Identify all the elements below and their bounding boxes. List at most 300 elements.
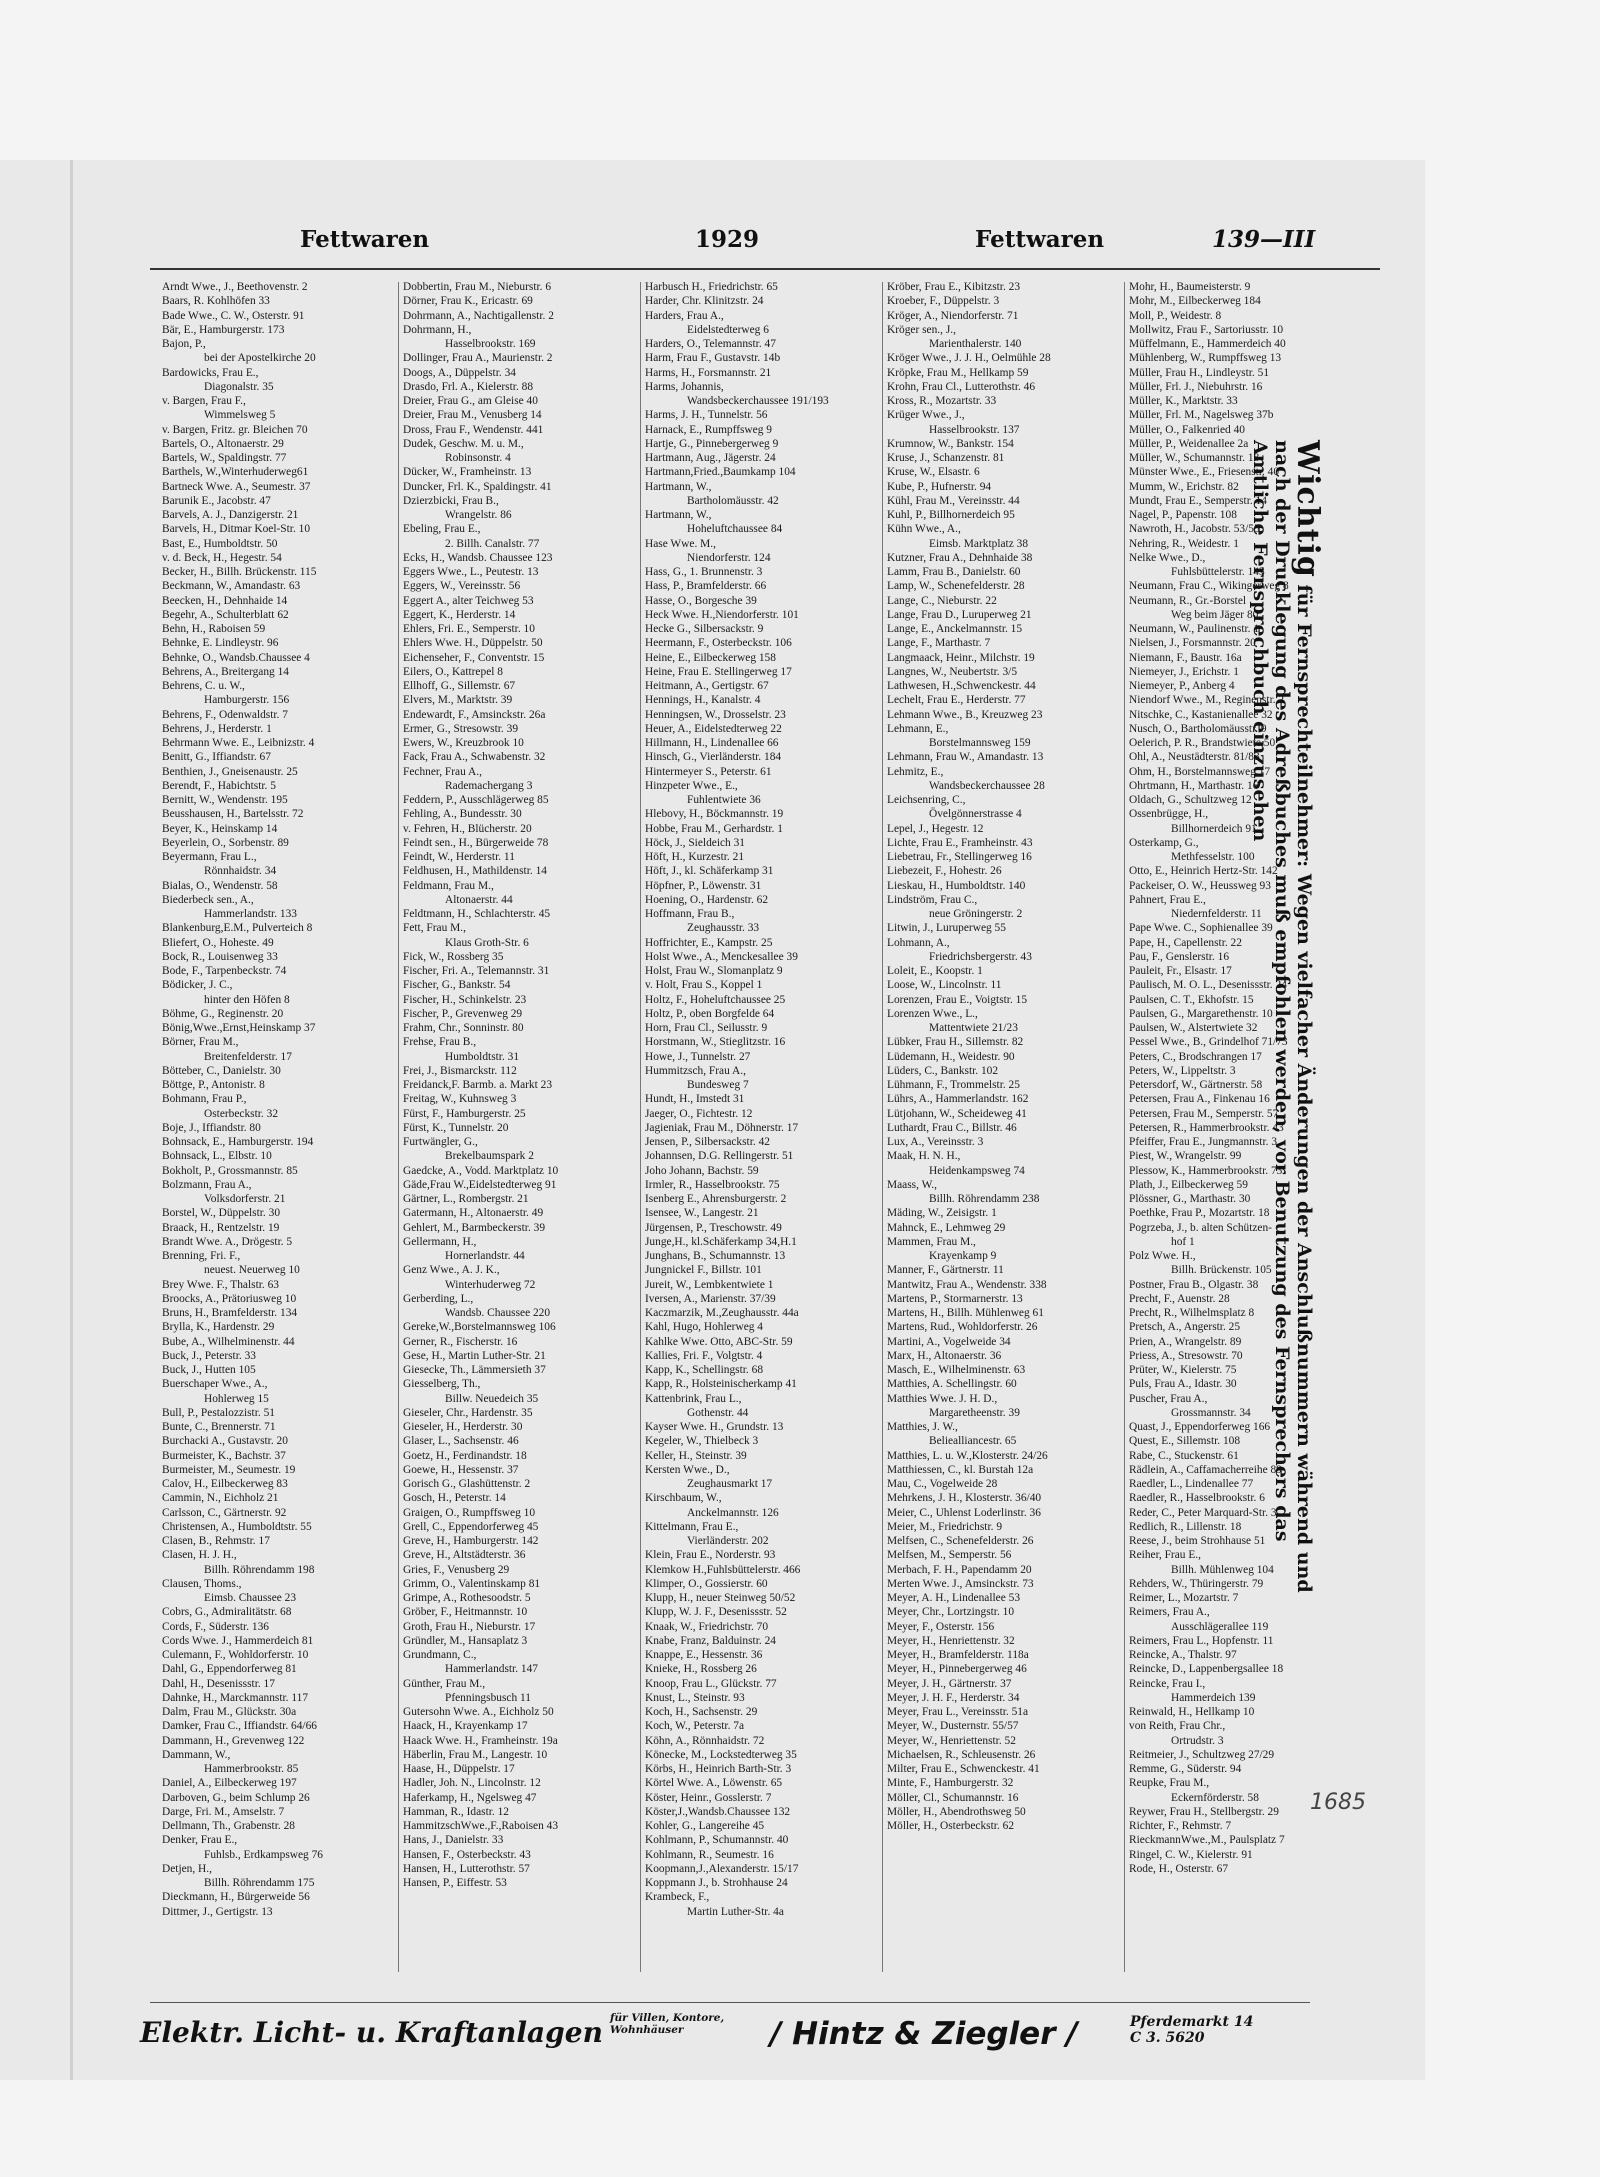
- listing-entry: Gese, H., Martin Luther-Str. 21: [403, 1349, 546, 1362]
- listing-entry: Harnack, E., Rumpffsweg 9: [645, 423, 772, 436]
- listing-entry: Hoffrichter, E., Kampstr. 25: [645, 936, 773, 949]
- listing-entry: Borstel, W., Düppelstr. 30: [162, 1207, 281, 1220]
- listing-entry: Zeughausmarkt 17: [687, 1478, 773, 1490]
- listing-entry: Kohlmann, R., Seumestr. 16: [645, 1848, 774, 1861]
- listing-entry: Wandsbeckerchaussee 191/193: [687, 395, 829, 407]
- listing-entry: Nusch, O., Bartholomäusstr. 9: [1129, 722, 1267, 735]
- listing-entry: Hartmann, W.,: [645, 480, 712, 493]
- listing-entry: Bohnsack, L., Elbstr. 10: [162, 1150, 272, 1163]
- listing-entry: Pauleit, Fr., Elsastr. 17: [1129, 965, 1232, 977]
- listing-entry: Cords, F., Süderstr. 136: [162, 1620, 269, 1633]
- listing-entry: Loose, W., Lincolnstr. 11: [887, 979, 1002, 992]
- listing-entry: Greve, H., Altstädterstr. 36: [403, 1549, 526, 1562]
- listing-entry: Bötteber, C., Danielstr. 30: [162, 1064, 281, 1077]
- listing-entry: Reywer, Frau H., Stellbergstr. 29: [1129, 1805, 1279, 1818]
- listing-entry: Reimers, Frau A.,: [1129, 1606, 1210, 1619]
- header-left-title: Fettwaren: [300, 226, 430, 253]
- listing-entry: Goetz, H., Ferdinandstr. 18: [403, 1449, 527, 1462]
- listing-entry: Maass, W.,: [887, 1178, 937, 1191]
- listing-entry: Hans, J., Danielstr. 33: [403, 1834, 504, 1847]
- listing-entry: Ewers, W., Kreuzbrook 10: [403, 737, 524, 749]
- listing-entry: Fischer, H., Schinkelstr. 23: [403, 993, 527, 1006]
- listing-entry: Lüders, C., Bankstr. 102: [887, 1064, 999, 1077]
- listing-entry: Bohmann, Frau P.,: [162, 1093, 247, 1106]
- side-notice-body: für Fernsprechteilnehmer: Wegen vielfacher Änderungen der Anschlußnummern während und nach der Drucklegung des Adreßbuches muß empfohlen werden, vor Benutzung des Fernsprechers das Amtliche Fernsprechbuch einzusehen: [1249, 440, 1315, 1593]
- listing-entry: Hinsch, G., Vierländerstr. 184: [645, 751, 782, 764]
- listing-entry: Niendorf Wwe., M., Reginenstr. 2: [1129, 694, 1285, 707]
- listing-entry: Reimers, Frau L., Hopfenstr. 11: [1129, 1634, 1274, 1647]
- listing-entry: Greve, H., Hamburgerstr. 142: [403, 1535, 539, 1547]
- listing-entry: neuest. Neuerweg 10: [204, 1264, 300, 1277]
- listing-entry: Fechner, Frau A.,: [403, 765, 482, 778]
- listing-entry: Marienthalerstr. 140: [929, 338, 1022, 350]
- listing-entry: Barthels, W.,Winterhuderweg61: [162, 466, 309, 479]
- listing-entry: Detjen, H.,: [162, 1862, 212, 1875]
- listing-entry: Ohl, A., Neustädterstr. 81/83: [1129, 751, 1260, 764]
- listing-entry: Körtel Wwe. A., Löwenstr. 65: [645, 1777, 783, 1790]
- listing-entry: Langmaack, Heinr., Milchstr. 19: [887, 651, 1035, 664]
- listing-entry: Reiher, Frau E.,: [1129, 1549, 1201, 1562]
- listing-entry: Neumann, R., Gr.-Borstel: [1129, 594, 1247, 607]
- listing-entry: Lehmann, E.,: [887, 722, 949, 735]
- listing-entry: Hass, P., Bramfelderstr. 66: [645, 580, 767, 593]
- listing-entry: Winterhuderweg 72: [445, 1278, 536, 1291]
- listing-entry: Frahm, Chr., Sonninstr. 80: [403, 1022, 524, 1034]
- listing-entry: Harders, O., Telemannstr. 47: [645, 338, 776, 350]
- listing-entry: bei der Apostelkirche 20: [204, 352, 316, 365]
- listing-entry: Hass, G., 1. Brunnenstr. 3: [645, 566, 763, 578]
- listing-entry: v. Bargen, Frau F.,: [162, 395, 246, 407]
- footer-address-line2: C 3. 5620: [1130, 2030, 1205, 2046]
- listing-entry: Mattentwiete 21/23: [929, 1022, 1018, 1034]
- listing-entry: Frehse, Frau B.,: [403, 1036, 477, 1049]
- listing-entry: Endewardt, F., Amsinckstr. 26a: [403, 708, 546, 721]
- listing-entry: Raedler, L., Lindenallee 77: [1129, 1478, 1254, 1490]
- footer-address-line1: Pferdemarkt 14: [1130, 2014, 1254, 2030]
- listing-entry: Genz Wwe., A. J. K.,: [403, 1264, 500, 1277]
- listing-entry: Bartholomäusstr. 42: [687, 494, 779, 507]
- listing-entry: Bartels, O., Altonaerstr. 29: [162, 437, 284, 450]
- listing-entry: Keller, H., Steinstr. 39: [645, 1449, 747, 1462]
- listing-entry: Ehlers Wwe. H., Düppelstr. 50: [403, 637, 543, 650]
- listing-entry: Lieskau, H., Humboldtstr. 140: [887, 879, 1026, 892]
- footer-firm-name: / Hintz & Ziegler /: [770, 2016, 1078, 2052]
- listing-entry: Pape Wwe. C., Sophienallee 39: [1129, 922, 1273, 935]
- side-notice: [1249, 440, 1325, 1593]
- listing-entry: Buerschaper Wwe., A.,: [162, 1378, 268, 1391]
- listing-entry: Altonaerstr. 44: [445, 893, 513, 906]
- listing-entry: Martens, Rud., Wohldorferstr. 26: [887, 1321, 1038, 1334]
- listing-entry: Calov, H., Eilbeckerweg 83: [162, 1478, 288, 1490]
- listing-entry: Fett, Frau M.,: [403, 922, 466, 935]
- listing-entry: Lorenzen, Frau E., Voigtstr. 15: [887, 993, 1028, 1006]
- listing-entry: Pessel Wwe., B., Grindelhof 71/73: [1129, 1036, 1288, 1049]
- listing-entry: Ohrtmann, H., Marthastr. 16: [1129, 779, 1259, 792]
- listing-entry: Ortrudstr. 3: [1171, 1734, 1224, 1747]
- listing-entry: Richter, F., Rehmstr. 7: [1129, 1820, 1232, 1832]
- listing-entry: Isenberg E., Ahrensburgerstr. 2: [645, 1193, 787, 1205]
- listing-entry: Feddern, P., Ausschlägerweg 85: [403, 794, 549, 806]
- listing-entry: Dellmann, Th., Grabenstr. 28: [162, 1820, 295, 1832]
- listing-entry: Bube, A., Wilhelminenstr. 44: [162, 1335, 295, 1348]
- listing-entry: Eggert, K., Herderstr. 14: [403, 608, 516, 621]
- listing-entry: Jensen, P., Silbersackstr. 42: [645, 1136, 770, 1148]
- listing-entry: Bade Wwe., C. W., Osterstr. 91: [162, 309, 305, 322]
- listing-entry: Glaser, L., Sachsenstr. 46: [403, 1435, 519, 1448]
- listing-entry: Duncker, Frl. K., Spaldingstr. 41: [403, 480, 552, 493]
- listing-entry: Wrangelstr. 86: [445, 509, 512, 521]
- footer-rule: [150, 2002, 1310, 2003]
- listing-entry: Dross, Frau F., Wendenstr. 441: [403, 423, 544, 436]
- listing-entry: Braack, H., Rentzelstr. 19: [162, 1221, 280, 1234]
- listing-entry: Lehmann, Frau W., Amandastr. 13: [887, 751, 1044, 764]
- listing-entry: Billh. Mühlenweg 104: [1171, 1563, 1274, 1576]
- listing-entry: Bartneck Wwe. A., Seumestr. 37: [162, 480, 311, 493]
- listing-entry: Böhme, G., Reginenstr. 20: [162, 1007, 284, 1020]
- listing-entry: Precht, R., Wilhelmsplatz 8: [1129, 1307, 1255, 1319]
- listing-entry: Wimmelsweg 5: [204, 409, 276, 422]
- listing-entry: Kahlke Wwe. Otto, ABC-Str. 59: [645, 1335, 793, 1348]
- listing-entry: Heine, E., Eilbeckerweg 158: [645, 651, 776, 664]
- listing-entry: Heck Wwe. H.,Niendorferstr. 101: [645, 608, 799, 621]
- listing-entry: Knieke, H., Rossberg 26: [645, 1663, 757, 1676]
- listing-entry: Reincke, Frau I.,: [1129, 1677, 1206, 1690]
- listing-entry: Hasselbrookstr. 169: [445, 338, 536, 350]
- column-divider: [398, 282, 399, 1972]
- listing-entry: Otto, E., Heinrich Hertz-Str. 142: [1129, 865, 1278, 878]
- listing-entry: Minte, F., Hamburgerstr. 32: [887, 1777, 1014, 1790]
- listing-entry: Lehmann Wwe., B., Kreuzweg 23: [887, 708, 1043, 721]
- listing-entry: Hasse, O., Borgesche 39: [645, 594, 757, 607]
- listing-entry: Carlsson, C., Gärtnerstr. 92: [162, 1506, 287, 1519]
- listing-entry: Meyer, J. H. F., Herderstr. 34: [887, 1691, 1020, 1704]
- listing-entry: Jureit, W., Lembkentwiete 1: [645, 1278, 774, 1291]
- listing-entry: Möller, H., Abendrothsweg 50: [887, 1805, 1026, 1818]
- listing-entry: Giesecke, Th., Lämmersieth 37: [403, 1364, 546, 1376]
- listing-entry: Poethke, Frau P., Mozartstr. 18: [1129, 1207, 1270, 1220]
- listing-entry: Berendt, F., Habichtstr. 5: [162, 779, 276, 792]
- listing-entry: Kersten Wwe., D.,: [645, 1463, 730, 1476]
- listing-entry: Meyer, J. H., Gärtnerstr. 37: [887, 1677, 1012, 1690]
- listing-entry: Maak, H. N. H.,: [887, 1150, 961, 1163]
- listing-entry: Dammann, H., Grevenweg 122: [162, 1734, 305, 1747]
- listing-entry: Martin Luther-Str. 4a: [687, 1905, 784, 1918]
- listing-entry: Anckelmannstr. 126: [687, 1506, 779, 1519]
- listing-entry: Reinwald, H., Hellkamp 10: [1129, 1706, 1255, 1718]
- listing-entry: Billh. Brückenstr. 105: [1171, 1264, 1272, 1277]
- listing-entry: hinter den Höfen 8: [204, 993, 290, 1006]
- listing-entry: Clasen, B., Rehmstr. 17: [162, 1535, 270, 1547]
- listing-entry: Eidelstedterweg 6: [687, 323, 769, 336]
- listing-entry: Knappe, E., Hessenstr. 36: [645, 1649, 763, 1661]
- listing-entry: Möller, H., Osterbeckstr. 62: [887, 1820, 1015, 1832]
- listing-entry: Peters, W., Lippeltstr. 3: [1129, 1064, 1236, 1077]
- listing-entry: Hartmann,Fried.,Baumkamp 104: [645, 466, 796, 479]
- listing-entry: Ermer, G., Stresowstr. 39: [403, 722, 519, 735]
- listing-entry: Könecke, M., Lockstedterweg 35: [645, 1748, 797, 1761]
- listing-entry: Eggert A., alter Teichweg 53: [403, 594, 534, 607]
- listing-entry: Barvels, A. J., Danzigerstr. 21: [162, 509, 299, 521]
- header-right-title: Fettwaren: [975, 226, 1105, 253]
- footer-service-text: Elektr. Licht- u. Kraftanlagen: [140, 2016, 603, 2049]
- listing-entry: Martini, A., Vogelweide 34: [887, 1335, 1011, 1348]
- listing-entry: Martens, P., Stormarnerstr. 13: [887, 1292, 1023, 1305]
- listing-entry: v. d. Beck, H., Hegestr. 54: [162, 551, 282, 564]
- listing-entry: Kallies, Fri. F., Volgtstr. 4: [645, 1349, 763, 1362]
- listing-entry: Osterkamp, G.,: [1129, 836, 1199, 849]
- listing-entry: Hammerbrookstr. 85: [204, 1763, 299, 1775]
- listing-entry: Hammerlandstr. 133: [204, 908, 298, 920]
- listing-entry: Feldtmann, H., Schlachterstr. 45: [403, 908, 551, 920]
- listing-entry: Kuhl, P., Billhornerdeich 95: [887, 509, 1015, 521]
- listing-entry: Niedernfelderstr. 11: [1171, 908, 1262, 920]
- listing-entry: Grimm, O., Valentinskamp 81: [403, 1577, 541, 1590]
- listing-entry: Postner, Frau B., Olgastr. 38: [1129, 1278, 1259, 1291]
- listing-entry: Ecks, H., Wandsb. Chaussee 123: [403, 551, 553, 564]
- listing-entry: Fuhlsb., Erdkampsweg 76: [204, 1848, 323, 1861]
- listing-entry: Gosch, H., Peterstr. 14: [403, 1492, 506, 1505]
- listing-entry: Grimpe, A., Rothesoodstr. 5: [403, 1592, 531, 1604]
- listing-entry: Hoffmann, Frau B.,: [645, 908, 735, 920]
- listing-entry: Müller, O., Falkenried 40: [1129, 423, 1245, 436]
- listing-entry: Pahnert, Frau E.,: [1129, 893, 1206, 906]
- listing-entry: Billw. Neuedeich 35: [445, 1392, 539, 1405]
- listing-entry: Litwin, J., Luruperweg 55: [887, 922, 1006, 935]
- listing-entry: Krohn, Frau Cl., Lutterothstr. 46: [887, 380, 1036, 393]
- listing-entry: Holst Wwe., A., Menckesallee 39: [645, 950, 798, 963]
- listing-entry: Hansen, H., Lutterothstr. 57: [403, 1862, 530, 1875]
- listing-entry: Meier, M., Friedrichstr. 9: [887, 1520, 1003, 1533]
- listing-entry: Begehr, A., Schulterblatt 62: [162, 608, 289, 621]
- listing-entry: v. Bargen, Fritz. gr. Bleichen 70: [162, 423, 308, 436]
- listing-entry: Ohm, H., Borstelmannsweg 17: [1129, 765, 1271, 778]
- listing-entry: Polz Wwe. H.,: [1129, 1250, 1196, 1262]
- listing-entry: Eimsb. Marktplatz 38: [929, 537, 1029, 550]
- listing-entry: Niendorferstr. 124: [687, 551, 771, 564]
- listing-entry: Dahnke, H., Marckmannstr. 117: [162, 1691, 309, 1704]
- listing-entry: Müller, P., Weidenallee 2a: [1129, 437, 1249, 450]
- listing-entry: Quest, E., Sillemstr. 108: [1129, 1435, 1241, 1448]
- listing-entry: Plath, J., Eilbeckerweg 59: [1129, 1178, 1248, 1191]
- listing-column-2: [403, 280, 635, 1980]
- listing-entry: Barunik E., Jacobstr. 47: [162, 494, 271, 507]
- listing-entry: Lütjohann, W., Scheideweg 41: [887, 1107, 1027, 1120]
- listing-entry: Bär, E., Hamburgerstr. 173: [162, 323, 285, 336]
- listing-entry: Kapp, K., Schellingstr. 68: [645, 1364, 764, 1376]
- listing-entry: Buck, J., Peterstr. 33: [162, 1349, 256, 1362]
- listing-entry: Lorenzen Wwe., L.,: [887, 1007, 978, 1020]
- listing-entry: Kröger sen., J.,: [887, 323, 956, 336]
- listing-entry: Mehrkens, J. H., Klosterstr. 36/40: [887, 1492, 1042, 1505]
- listing-entry: Börner, Frau M.,: [162, 1036, 239, 1049]
- listing-entry: Dudek, Geschw. M. u. M.,: [403, 437, 524, 450]
- listing-entry: Benthien, J., Gneisenaustr. 25: [162, 765, 298, 778]
- listing-entry: Münster Wwe., E., Friesenstr. 40: [1129, 466, 1280, 479]
- listing-entry: Broocks, A., Prätoriusweg 10: [162, 1292, 297, 1305]
- listing-entry: Harm, Frau F., Gustavstr. 14b: [645, 352, 781, 365]
- listing-entry: Rehders, W., Thüringerstr. 79: [1129, 1577, 1264, 1590]
- listing-entry: Knaak, W., Friedrichstr. 70: [645, 1620, 769, 1633]
- listing-entry: Dohrmann, A., Nachtigallenstr. 2: [403, 309, 554, 322]
- listing-entry: Dittmer, J., Gertigstr. 13: [162, 1905, 273, 1918]
- listing-entry: Precht, F., Auenstr. 28: [1129, 1292, 1230, 1305]
- listing-entry: Heidenkampsweg 74: [929, 1164, 1025, 1177]
- listing-entry: Behrens, J., Herderstr. 1: [162, 722, 272, 735]
- listing-entry: Hintermeyer S., Peterstr. 61: [645, 765, 772, 778]
- listing-entry: Mundt, Frau E., Semperstr. 14: [1129, 494, 1267, 507]
- listing-entry: Hartje, G., Pinnebergerweg 9: [645, 437, 779, 450]
- listing-entry: Beusshausen, H., Bartelsstr. 72: [162, 808, 304, 821]
- listing-entry: Plössner, G., Marthastr. 30: [1129, 1193, 1251, 1205]
- listing-entry: Wandsb. Chaussee 220: [445, 1307, 551, 1319]
- listing-entry: Meyer, F., Osterstr. 156: [887, 1620, 995, 1633]
- listing-entry: Ausschlägerallee 119: [1171, 1620, 1269, 1633]
- listing-entry: Klaus Groth-Str. 6: [445, 936, 529, 949]
- listing-entry: Fuhlentwiete 36: [687, 794, 761, 806]
- listing-entry: Dahl, H., Desenissstr. 17: [162, 1677, 275, 1690]
- listing-entry: Knust, L., Steinstr. 93: [645, 1691, 745, 1704]
- listing-entry: Prien, A., Wrangelstr. 89: [1129, 1335, 1242, 1348]
- listing-entry: Klupp, H., neuer Steinweg 50/52: [645, 1592, 796, 1604]
- listing-entry: Piest, W., Wrangelstr. 99: [1129, 1150, 1242, 1163]
- listing-entry: Müller, Frl. J., Niebuhrstr. 16: [1129, 380, 1263, 393]
- listing-entry: Oldach, G., Schultzweg 12: [1129, 794, 1252, 806]
- listing-entry: Bast, E., Humboldtstr. 50: [162, 537, 278, 550]
- listing-entry: Denker, Frau E.,: [162, 1834, 238, 1847]
- listing-entry: Hamburgerstr. 156: [204, 694, 290, 707]
- listing-entry: Pretsch, A., Angerstr. 25: [1129, 1321, 1241, 1334]
- listing-entry: Harders, Frau A.,: [645, 309, 724, 322]
- listing-entry: Weg beim Jäger 80: [1171, 608, 1259, 621]
- listing-entry: Kittelmann, Frau E.,: [645, 1520, 739, 1533]
- listing-entry: Bödicker, J. C.,: [162, 979, 233, 992]
- listing-entry: Fehling, A., Bundesstr. 30: [403, 808, 522, 821]
- listing-entry: Dobbertin, Frau M., Nieburstr. 6: [403, 281, 552, 293]
- listing-entry: Bajon, P.,: [162, 338, 206, 350]
- listing-entry: Jürgensen, P., Treschowstr. 49: [645, 1221, 782, 1234]
- listing-entry: Horstmann, W., Stieglitzstr. 16: [645, 1036, 786, 1049]
- listing-entry: Rönnhaidstr. 34: [204, 865, 277, 878]
- listing-entry: Blankenburg,E.M., Pulverteich 8: [162, 922, 313, 935]
- listing-entry: Robinsonstr. 4: [445, 452, 511, 464]
- listing-entry: Brandt Wwe. A., Drögestr. 5: [162, 1235, 293, 1248]
- listing-entry: Lübker, Frau H., Sillemstr. 82: [887, 1036, 1024, 1049]
- listing-entry: Petersen, R., Hammerbrookstr. 43: [1129, 1121, 1284, 1134]
- listing-entry: Dohrmann, H.,: [403, 323, 472, 336]
- listing-entry: Kühn Wwe., A.,: [887, 523, 961, 536]
- listing-entry: Matthies, L. u. W.,Klosterstr. 24/26: [887, 1449, 1048, 1462]
- listing-entry: Mantwitz, Frau A., Wendenstr. 338: [887, 1278, 1047, 1291]
- listing-entry: Hansen, F., Osterbeckstr. 43: [403, 1848, 531, 1861]
- listing-entry: Lamm, Frau B., Danielstr. 60: [887, 566, 1021, 578]
- listing-entry: Matthies, A. Schellingstr. 60: [887, 1378, 1017, 1391]
- listing-entry: Liebetrau, Fr., Stellingerweg 16: [887, 851, 1032, 863]
- listing-entry: Kröber, Frau E., Kibitzstr. 23: [887, 281, 1021, 293]
- listing-entry: Becker, H., Billh. Brückenstr. 115: [162, 566, 317, 578]
- listing-entry: Hlebovy, H., Böckmannstr. 19: [645, 808, 784, 821]
- listing-entry: Iversen, A., Marienstr. 37/39: [645, 1292, 776, 1305]
- listing-entry: Cammin, N., Eichholz 21: [162, 1492, 279, 1505]
- listing-entry: Heermann, F., Osterbeckstr. 106: [645, 637, 792, 650]
- listing-entry: Giesselberg, Th.,: [403, 1378, 481, 1391]
- listing-entry: Osterbeckstr. 32: [204, 1107, 279, 1120]
- listing-entry: Nagel, P., Papenstr. 108: [1129, 509, 1237, 521]
- listing-entry: Klein, Frau E., Norderstr. 93: [645, 1549, 776, 1562]
- listing-entry: Gutersohn Wwe. A., Eichholz 50: [403, 1706, 554, 1718]
- listing-entry: Bolzmann, Frau A.,: [162, 1178, 252, 1191]
- listing-entry: Goewe, H., Hessenstr. 37: [403, 1463, 519, 1476]
- listing-entry: Möller, Cl., Schumannstr. 16: [887, 1791, 1019, 1804]
- listing-entry: Henningsen, W., Drosselstr. 23: [645, 708, 786, 721]
- listing-entry: Hadler, Joh. N., Lincolnstr. 12: [403, 1777, 541, 1790]
- listing-entry: Feindt, W., Herderstr. 11: [403, 851, 515, 863]
- footer-detail-line2: Wohnhäuser: [610, 2024, 684, 2036]
- listing-entry: Burchacki A., Gustavstr. 20: [162, 1435, 288, 1448]
- listing-entry: Bundesweg 7: [687, 1079, 749, 1091]
- listing-entry: Pfenningsbusch 11: [445, 1691, 531, 1704]
- listing-column-3: [645, 280, 877, 1980]
- listing-entry: Ebeling, Frau E.,: [403, 523, 481, 536]
- listing-entry: Paulsen, G., Margarethenstr. 10: [1129, 1007, 1273, 1020]
- listing-entry: Hundt, H., Imstedt 31: [645, 1093, 745, 1106]
- listing-entry: Köster,J.,Wandsb.Chaussee 132: [645, 1805, 791, 1818]
- listing-entry: Hammerlandstr. 147: [445, 1663, 539, 1676]
- listing-entry: Nehring, R., Weidestr. 1: [1129, 537, 1239, 550]
- listing-entry: Elvers, M., Marktstr. 39: [403, 694, 513, 707]
- listing-entry: Heuer, A., Eidelstedterweg 22: [645, 722, 782, 735]
- listing-entry: Övelgönnerstrasse 4: [929, 808, 1022, 821]
- listing-entry: Diagonalstr. 35: [204, 380, 274, 393]
- listing-entry: Quast, J., Eppendorferweg 166: [1129, 1421, 1271, 1433]
- column-divider: [640, 282, 641, 1972]
- listing-entry: Gorisch G., Glashüttenstr. 2: [403, 1478, 531, 1490]
- listing-entry: Fack, Frau A., Schwabenstr. 32: [403, 751, 546, 764]
- listing-entry: Furtwängler, G.,: [403, 1136, 478, 1148]
- listing-entry: Howe, J., Tunnelstr. 27: [645, 1050, 751, 1063]
- listing-entry: Peters, C., Brodschrangen 17: [1129, 1050, 1262, 1063]
- listing-entry: Christensen, A., Humboldtstr. 55: [162, 1520, 312, 1533]
- listing-entry: Petersen, Frau M., Semperstr. 57: [1129, 1107, 1279, 1120]
- listing-entry: Günther, Frau M.,: [403, 1677, 486, 1690]
- listing-entry: Koch, H., Sachsenstr. 29: [645, 1706, 758, 1718]
- listing-entry: Grossmannstr. 34: [1171, 1406, 1251, 1419]
- listing-entry: Raedler, R., Hasselbrookstr. 6: [1129, 1492, 1265, 1505]
- listing-entry: Wandsbeckerchaussee 28: [929, 779, 1045, 792]
- listing-entry: Reimer, L., Mozartstr. 7: [1129, 1592, 1239, 1604]
- listing-entry: Gaedcke, A., Vodd. Marktplatz 10: [403, 1164, 559, 1177]
- listing-entry: Burmeister, K., Bachstr. 37: [162, 1449, 286, 1462]
- listing-entry: Klupp, W. J. F., Desenissstr. 52: [645, 1606, 787, 1619]
- listing-entry: Mohr, M., Eilbeckerweg 184: [1129, 295, 1261, 308]
- listing-entry: Puls, Frau A., Idastr. 30: [1129, 1378, 1237, 1391]
- listing-entry: Höft, H., Kurzestr. 21: [645, 851, 745, 863]
- listing-entry: 2. Billh. Canalstr. 77: [445, 537, 540, 550]
- listing-entry: Eggers, W., Vereinsstr. 56: [403, 580, 521, 593]
- listing-entry: Culemann, F., Wohldorferstr. 10: [162, 1649, 309, 1661]
- listing-entry: Kegeler, W., Thielbeck 3: [645, 1435, 759, 1448]
- listing-entry: Lühmann, F., Trommelstr. 25: [887, 1079, 1020, 1091]
- listing-entry: Milter, Frau E., Schwenckestr. 41: [887, 1763, 1040, 1775]
- listing-entry: Pape, H., Capellenstr. 22: [1129, 936, 1242, 949]
- listing-entry: Margaretheenstr. 39: [929, 1406, 1020, 1419]
- listing-entry: Billh. Röhrendamm 238: [929, 1193, 1040, 1205]
- listing-entry: Rädlein, A., Caffamacherreihe 89: [1129, 1463, 1282, 1476]
- listing-entry: Pfeiffer, Frau E., Jungmannstr. 3: [1129, 1136, 1278, 1148]
- listing-entry: Barvels, H., Ditmar Koel-Str. 10: [162, 523, 311, 536]
- listing-entry: Knoop, Frau L., Glückstr. 77: [645, 1677, 777, 1690]
- listing-entry: Kutzner, Frau A., Dehnhaide 38: [887, 551, 1033, 564]
- listing-entry: Remme, G., Süderstr. 94: [1129, 1763, 1242, 1775]
